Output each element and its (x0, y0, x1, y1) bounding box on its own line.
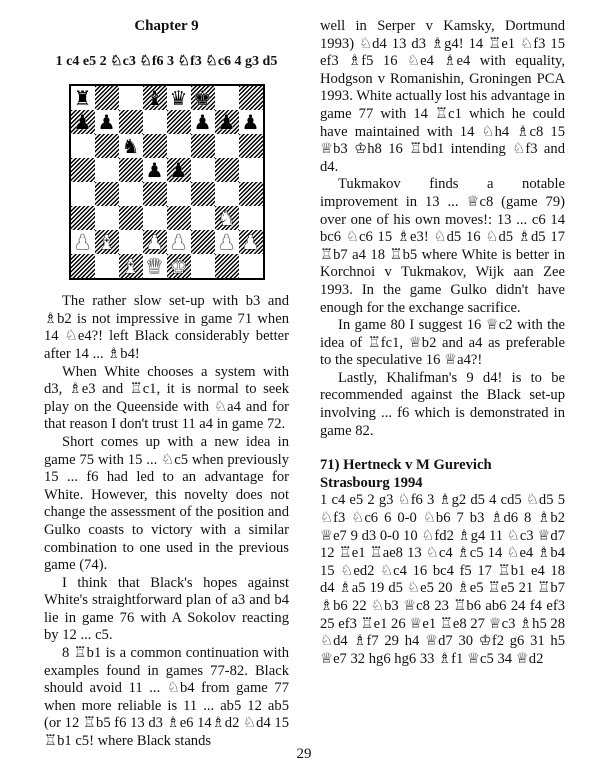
white-pawn-icon: ♟ (145, 230, 164, 255)
paragraph: When White chooses a system with d3, ♗e3 and ♖c1, it is normal to seek play on the Queenside with ♘a4 and for that reason I don't trust 11 a4 in game 72. (44, 363, 289, 433)
board-square (167, 182, 191, 206)
board-square (119, 110, 143, 134)
black-pawn-icon: ♟ (241, 110, 260, 135)
game-heading (320, 457, 565, 492)
black-king-icon: ♚ (193, 86, 212, 111)
board-square (95, 110, 119, 134)
board-square (239, 86, 263, 110)
board-square (191, 230, 215, 254)
white-queen-icon: ♛ (145, 254, 164, 279)
board-square (143, 134, 167, 158)
chess-board (69, 84, 265, 280)
board-square (71, 158, 95, 182)
board-square (167, 86, 191, 110)
black-pawn-icon: ♟ (217, 110, 236, 135)
white-pawn-icon: ♟ (169, 230, 188, 255)
opening-line: 1 c4 e5 2 ♘c3 ♘f6 3 ♘f3 ♘c6 4 g3 d5 (55, 53, 278, 69)
board-square (215, 134, 239, 158)
black-rook-icon: ♜ (73, 86, 92, 111)
board-square (215, 230, 239, 254)
board-square (167, 110, 191, 134)
board-square (167, 158, 191, 182)
board-square (167, 230, 191, 254)
black-pawn-icon: ♟ (193, 110, 212, 135)
board-square (143, 206, 167, 230)
board-square (239, 110, 263, 134)
paragraph: 8 ♖b1 is a common continuation with examples found in games 77-82. Black should avoid 11 ... ♘b4 from game 77 when more reliable is 11 ... ab5 12 ab5 (or 12 ♖b5 f6 13 d3 ♗e6 14♗d2 ♘d4 15 ♖b1 c5! where Black stands (44, 645, 289, 750)
chapter-title: Chapter 9 (134, 18, 199, 34)
black-pawn-icon: ♟ (145, 158, 164, 183)
board-square (95, 206, 119, 230)
board-square (95, 86, 119, 110)
game-players: 71) Hertneck v M Gurevich (320, 457, 492, 474)
board-square (71, 134, 95, 158)
board-square (71, 230, 95, 254)
board-square (119, 134, 143, 158)
black-queen-icon: ♛ (169, 86, 188, 111)
paragraph: well in Serper v Kamsky, Dortmund 1993) ♘d4 13 d3 ♗g4! 14 ♖e1 ♘f3 15 ef3 ♗f5 16 ♘e4 ♗e4 with equality, Hodgson v Romanishin, Groningen PCA 1993. White actually lost his advantage in game 77 with 14 ♖c1 which he could have maintained with 14 ♘h4 ♗c8 15 ♕b3 ♔h8 16 ♖bd1 intending ♘f3 and d4. (320, 18, 565, 175)
board-square (191, 86, 215, 110)
paragraph: Tukmakov finds a notable improvement in 13 ... ♕c8 (game 79) over one of his own moves!: 13 ... c6 14 bc6 ♘c6 15 ♗e3! ♘d5 16 ♘d5 ♗d5 17 ♖b7 a4 18 ♖b5 where White is better in Korchnoi v Tukmakov, Wijk aan Zee 1993. In the game Gulko didn't have enough for the exchange sacrifice. (320, 176, 565, 316)
board-square (167, 206, 191, 230)
board-square (239, 134, 263, 158)
board-square (143, 110, 167, 134)
board-square (143, 182, 167, 206)
board-square (191, 254, 215, 278)
board-square (71, 86, 95, 110)
paragraph: In game 80 I suggest 16 ♕c2 with the idea of ♖fc1, ♕b2 and a4 as preferable to the speculative 16 ♕a4?! (320, 317, 565, 369)
board-square (71, 206, 95, 230)
game-event: Strasbourg 1994 (320, 474, 423, 491)
chess-diagram (44, 84, 289, 280)
white-pawn-icon: ♟ (217, 230, 236, 255)
white-pawn-icon: ♟ (241, 230, 260, 255)
board-square (215, 158, 239, 182)
board-square (167, 254, 191, 278)
board-square (143, 158, 167, 182)
board-square (119, 230, 143, 254)
board-square (239, 206, 263, 230)
board-square (119, 254, 143, 278)
board-square (95, 254, 119, 278)
board-square (95, 230, 119, 254)
board-square (239, 182, 263, 206)
board-square (191, 182, 215, 206)
board-square (191, 110, 215, 134)
black-pawn-icon: ♟ (169, 158, 188, 183)
black-knight-icon: ♞ (121, 134, 140, 159)
paragraph: I think that Black's hopes against White's straightforward plan of a3 and b4 lie in game 76 with A Sokolov reacting by 12 ... c5. (44, 574, 289, 644)
black-pawn-icon: ♟ (97, 110, 116, 135)
board-square (239, 158, 263, 182)
game-moves: 1 c4 e5 2 g3 ♘f6 3 ♗g2 d5 4 cd5 ♘d5 5 ♘f3 ♘c6 6 0-0 ♘b6 7 b3 ♗d6 8 ♗b2 ♕e7 9 d3 0-0 10 ♘fd2 ♗g4 11 ♘c3 ♕d7 12 ♖e1 ♖ae8 13 ♘c4 ♗c5 14 ♘e4 ♗b4 15 ♘ed2 ♘c4 16 bc4 f5 17 ♖b1 e4 18 d4 ♗a5 19 d5 ♘e5 20 ♗e5 ♖e5 21 ♖b7 ♗b6 22 ♘b3 ♕c8 23 ♖b6 ab6 24 f4 ef3 25 ef3 ♖e1 26 ♕e1 ♖e8 27 ♕c3 ♗h5 28 ♘d4 ♗f7 29 h4 ♕d7 30 ♔f2 g6 31 h5 ♕e7 32 hg6 hg6 33 ♗f1 ♕c5 34 ♕d2 (320, 492, 565, 667)
white-knight-icon: ♞ (217, 206, 236, 231)
board-square (215, 254, 239, 278)
board-square (215, 86, 239, 110)
board-square (191, 158, 215, 182)
board-square (143, 86, 167, 110)
board-square (239, 230, 263, 254)
board-square (167, 134, 191, 158)
white-pawn-icon: ♟ (73, 230, 92, 255)
page-number: 29 (296, 746, 312, 762)
black-bishop-icon: ♝ (145, 86, 164, 111)
board-square (191, 134, 215, 158)
board-square (143, 254, 167, 278)
board-square (119, 206, 143, 230)
left-column (44, 18, 289, 751)
paragraph: Short comes up with a new idea in game 75 with 15 ... ♘c5 when previously 15 ... f6 had led to an advantage for White. However, this novelty does not change the assessment of the position and Gulko coasts to victory with a similar combination to one used in the previous game (74). (44, 433, 289, 574)
board-square (119, 182, 143, 206)
board-square (215, 110, 239, 134)
paragraph: Lastly, Khalifman's 9 d4! is to be recommended against the Black set-up involving ... f6 which is demonstrated in game 82. (320, 369, 565, 439)
board-square (143, 230, 167, 254)
white-king-icon: ♚ (169, 254, 188, 279)
board-square (215, 182, 239, 206)
board-square (95, 158, 119, 182)
board-square (215, 206, 239, 230)
board-square (191, 206, 215, 230)
white-bishop-icon: ♝ (121, 254, 140, 279)
board-square (71, 110, 95, 134)
board-square (95, 182, 119, 206)
board-square (119, 158, 143, 182)
black-pawn-icon: ♟ (73, 110, 92, 135)
right-column (320, 18, 565, 668)
board-square (71, 182, 95, 206)
white-bishop-icon: ♝ (97, 230, 116, 255)
paragraph: The rather slow set-up with b3 and ♗b2 is not impressive in game 71 when 14 ♘e4?! left Black considerably better after 14 ... ♗b4! (44, 293, 289, 362)
board-square (239, 254, 263, 278)
board-square (71, 254, 95, 278)
board-square (119, 86, 143, 110)
board-square (95, 134, 119, 158)
